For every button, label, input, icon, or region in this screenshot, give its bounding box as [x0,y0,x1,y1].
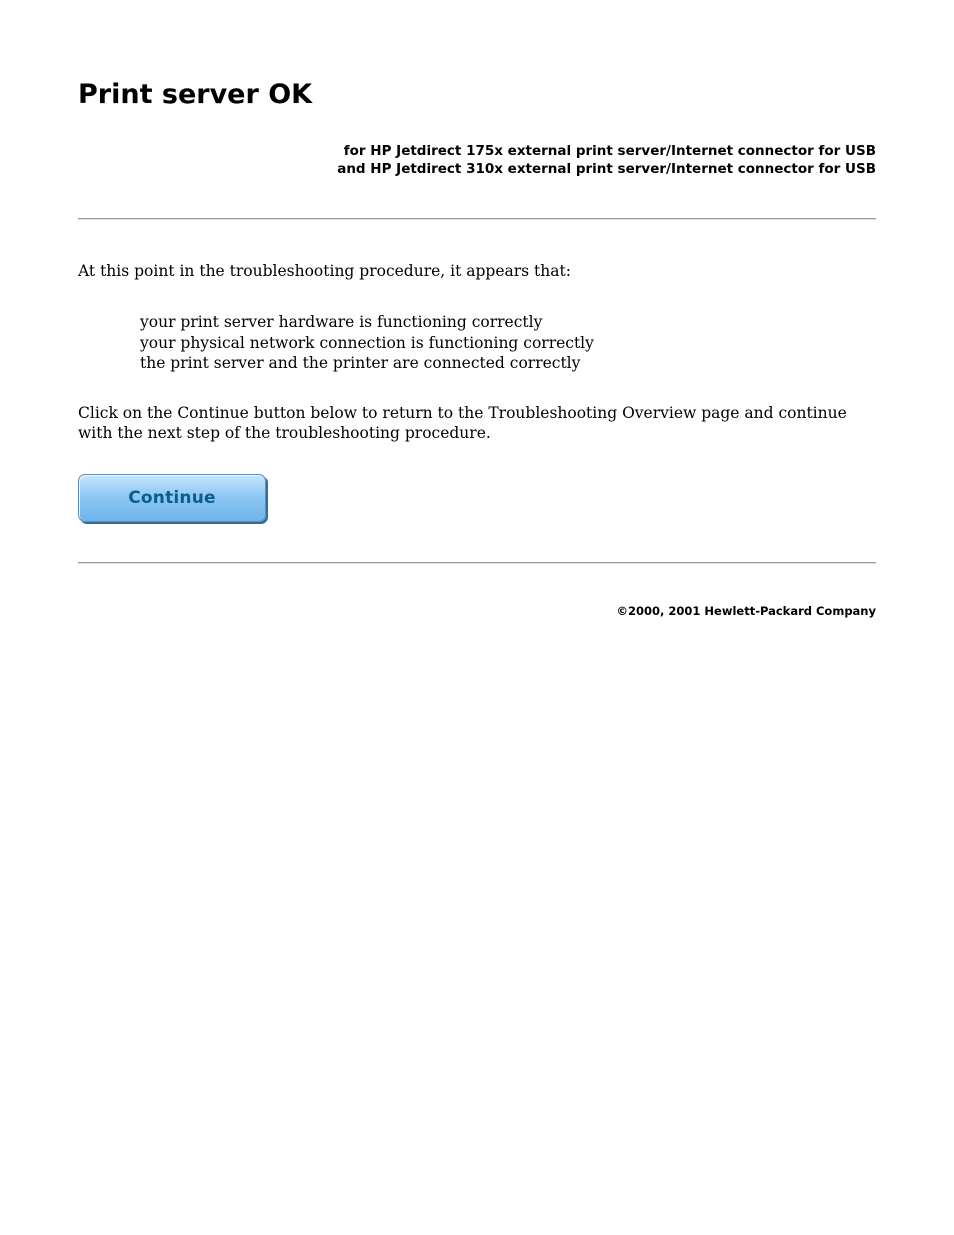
divider-bottom [78,562,876,564]
product-subtitle [337,142,876,178]
instruction-text: Click on the Continue button below to return to the Troubleshooting Overview page and continue with the next step of the troubleshooting procedure. [78,404,847,442]
continue-button[interactable] [78,474,266,522]
continue-button-label: Continue [128,488,216,508]
list-item: the print server and the printer are connected correctly [140,354,581,372]
copyright-notice: ©2000, 2001 Hewlett-Packard Company [616,604,876,618]
divider-top [78,218,876,220]
list-item: your physical network connection is functioning correctly [140,333,594,352]
findings-list [140,312,594,374]
intro-text: At this point in the troubleshooting procedure, it appears that: [78,262,571,280]
list-item: your print server hardware is functioning correctly [140,313,543,331]
page-title: Print server OK [78,79,313,110]
subtitle-line-1: for HP Jetdirect 175x external print server/Internet connector for USB [343,143,876,159]
subtitle-line-2: and HP Jetdirect 310x external print server/Internet connector for USB [337,161,876,177]
